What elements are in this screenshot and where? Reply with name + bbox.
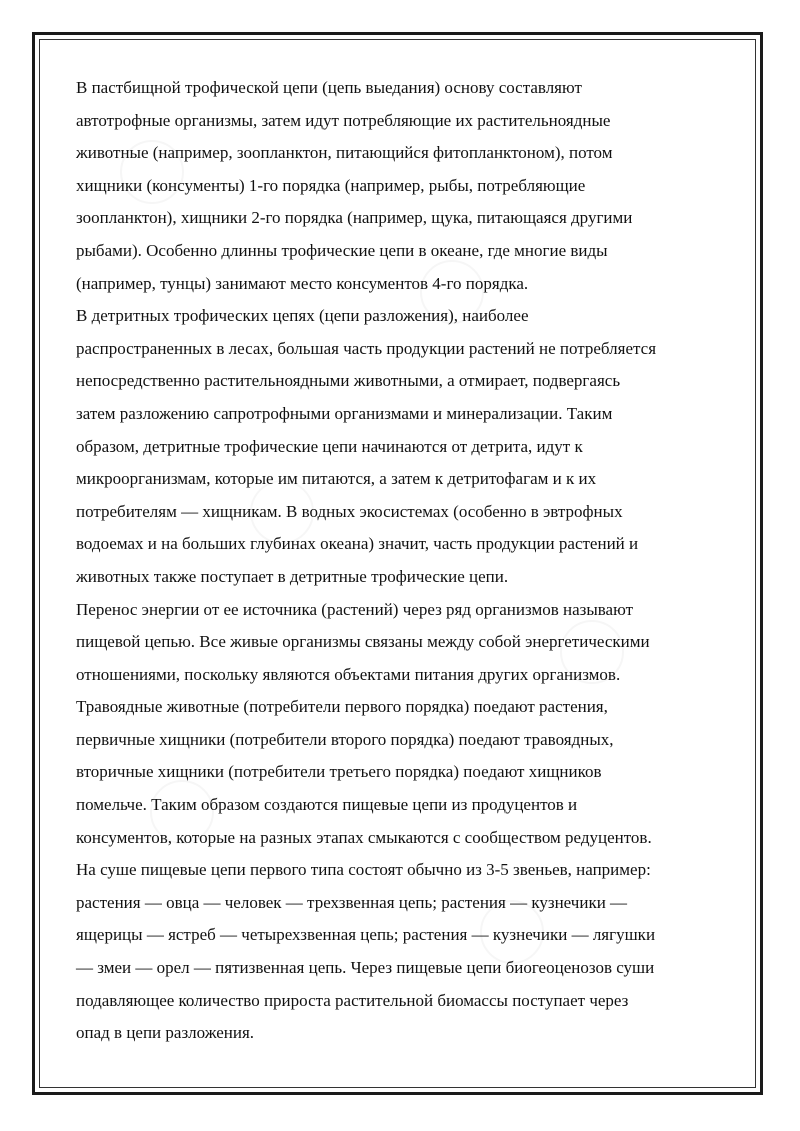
text-line: подавляющее количество прироста растительной биомассы поступает через [76,990,629,1010]
text-line: зоопланктон), хищники 2-го порядка (например, щука, питающаяся другими [76,208,633,228]
text-line: ящерицы — ястреб — четырехзвенная цепь; растения — кузнечики — лягушки [76,925,656,945]
text-line: микроорганизмам, которые им питаются, а затем к детритофагам и к их [76,469,597,489]
text-line: помельче. Таким образом создаются пищевые цепи из продуцентов и [76,795,578,815]
text-line: В пастбищной трофической цепи (цепь выедания) основу составляют [76,78,582,97]
text-line: Перенос энергии от ее источника (растений) через ряд организмов называют [76,599,634,619]
text-line: водоемах и на больших глубинах океана) значит, часть продукции растений и [76,534,639,554]
text-line: В детритных трофических цепях (цепи разложения), наиболее [76,306,529,326]
text-line: растения — овца — человек — трехзвенная цепь; растения — кузнечики — [76,892,628,912]
text-line: отношениями, поскольку являются объектами питания других организмов. [76,664,621,684]
text-line: (например, тунцы) занимают место консументов 4-го порядка. [76,273,529,293]
text-line: рыбами). Особенно длинны трофические цепи в океане, где многие виды [76,240,608,260]
text-line: потребителям — хищникам. В водных экосистемах (особенно в эвтрофных [76,501,623,521]
text-line: пищевой цепью. Все живые организмы связаны между собой энергетическими [76,632,650,652]
text-line: вторичные хищники (потребители третьего порядка) поедают хищников [76,762,602,782]
text-line: — змеи — орел — пятизвенная цепь. Через пищевые цепи биогеоценозов суши [76,958,655,978]
text-line: автотрофные организмы, затем идут потребляющие их растительноядные [76,110,611,130]
text-line: консументов, которые на разных этапах смыкаются с сообществом редуцентов. [76,827,652,847]
text-line: образом, детритные трофические цепи начинаются от детрита, идут к [76,436,583,456]
document-text [76,72,726,1050]
text-line: затем разложению сапротрофными организмами и минерализации. Таким [76,403,613,423]
text-line: животные (например, зоопланктон, питающийся фитопланктоном), потом [76,143,613,163]
text-line: животных также поступает в детритные трофические цепи. [76,566,509,586]
text-line: На суше пищевые цепи первого типа состоят обычно из 3-5 звеньев, например: [76,860,651,880]
text-line: опад в цепи разложения. [76,1023,255,1043]
text-line: непосредственно растительноядными животными, а отмирает, подвергаясь [76,371,621,391]
text-line: Травоядные животные (потребители первого порядка) поедают растения, [76,697,608,717]
text-line: хищники (консументы) 1-го порядка (например, рыбы, потребляющие [76,175,586,195]
text-line: распространенных в лесах, большая часть продукции растений не потребляется [76,338,657,358]
text-line: первичные хищники (потребители второго порядка) поедают травоядных, [76,729,614,749]
